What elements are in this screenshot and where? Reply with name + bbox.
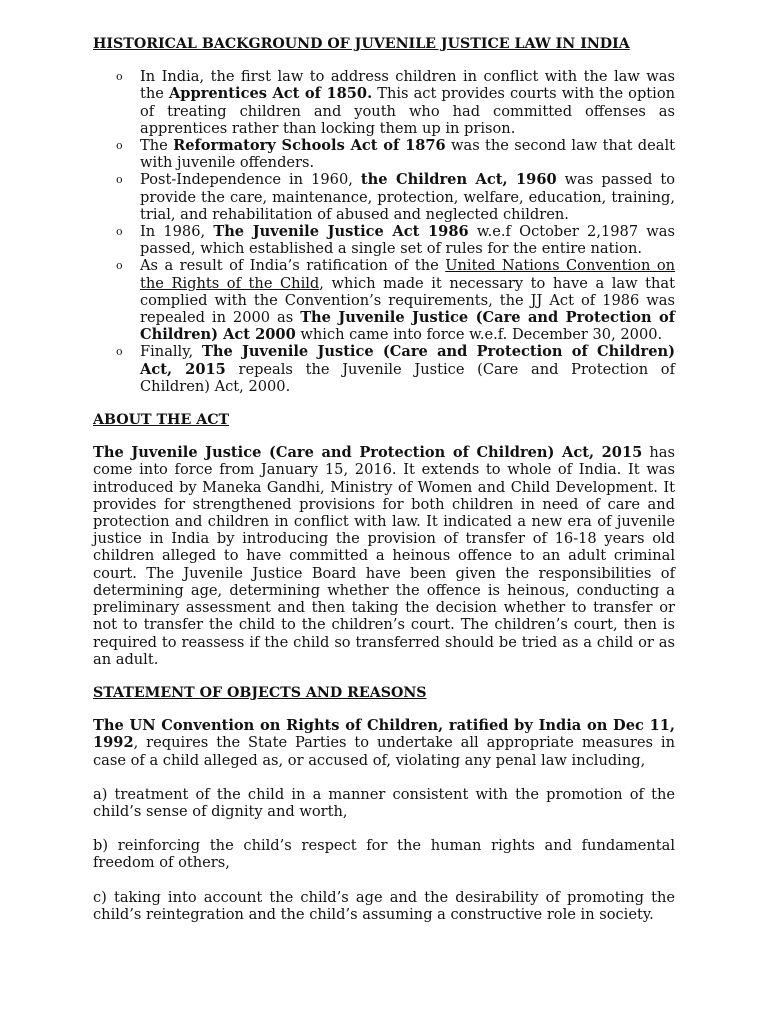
item-text: The bbox=[140, 137, 174, 155]
item-text: In 1986, bbox=[140, 223, 214, 241]
document-page bbox=[93, 36, 675, 923]
list-item bbox=[93, 223, 675, 257]
list-item bbox=[93, 171, 675, 223]
item-text: which came into force w.e.f. December 30, 2000. bbox=[295, 326, 663, 344]
item-text: w.e.f October 2,1987 was passed, which established a single set of rules for the entire nation. bbox=[140, 223, 675, 258]
paragraph-text: , requires the State Parties to undertake all appropriate measures in case of a child alleged as, or accused of, violating any penal law including, bbox=[93, 734, 675, 769]
item-text: was passed to provide the care, maintenance, protection, welfare, education, training, trial, and rehabilitation of abused and neglected children. bbox=[140, 171, 675, 223]
item-bold-text: the Children Act, 1960 bbox=[360, 171, 557, 189]
list-item bbox=[93, 257, 675, 343]
section-heading-historical-background: HISTORICAL BACKGROUND OF JUVENILE JUSTICE LAW IN INDIA bbox=[93, 36, 630, 52]
paragraph-bold-text: The UN Convention on Rights of Children, ratified by India on Dec 11, 1992 bbox=[93, 717, 675, 752]
item-bold-text: Reformatory Schools Act of 1876 bbox=[173, 137, 446, 155]
statement-point-c: c) taking into account the child’s age and the desirability of promoting the child’s reintegration and the child’s assuming a constructive role in society. bbox=[93, 888, 675, 923]
bullet-marker: o bbox=[116, 259, 123, 273]
historical-background-list bbox=[93, 68, 675, 395]
item-text: repeals the Juvenile Justice (Care and Protection of Children) Act, 2000. bbox=[140, 360, 675, 395]
paragraph-text: has come into force from January 15, 2016. It extends to whole of India. It was introduced by Maneka Gandhi, Ministry of Women and Child Development. It provides for strengthened provisions for both children in need of care and protection and children in conflict with law. It indicated a new era of juvenile justice in India by introducing the provision of transfer of 16-18 years old children alleged to have committed a heinous offence to an adult criminal court. The Juvenile Justice Board have been given the responsibilities of determining age, determining whether the offence is heinous, conducting a preliminary assessment and then taking the decision whether to transfer or not to transfer the child to the children’s court. The children’s court, then is required to reassess if the child so transferred should be tried as a child or as an adult. bbox=[93, 444, 675, 668]
bullet-marker: o bbox=[116, 173, 123, 187]
list-item bbox=[93, 137, 675, 171]
item-text: was the second law that dealt with juvenile offenders. bbox=[140, 137, 675, 172]
item-underlined-text: United Nations Convention on the Rights of the Child bbox=[140, 257, 676, 292]
item-text: As a result of India’s ratification of the bbox=[140, 257, 446, 275]
section-heading-statement-of-objects: STATEMENT OF OBJECTS AND REASONS bbox=[93, 684, 427, 701]
item-text: Post-Independence in 1960, bbox=[140, 171, 361, 189]
statement-point-b: b) reinforcing the child’s respect for the human rights and fundamental freedom of others, bbox=[93, 837, 675, 872]
paragraph-bold-text: The Juvenile Justice (Care and Protection of Children) Act, 2015 bbox=[93, 444, 643, 462]
item-bold-text: The Juvenile Justice Act 1986 bbox=[213, 223, 469, 241]
bullet-marker: o bbox=[116, 345, 123, 359]
list-item bbox=[93, 343, 675, 395]
section-heading-about-the-act: ABOUT THE ACT bbox=[93, 412, 230, 429]
bullet-marker: o bbox=[116, 70, 123, 84]
about-the-act-paragraph bbox=[93, 444, 675, 668]
item-bold-text: Apprentices Act of 1850. bbox=[168, 85, 373, 103]
item-bold-text: The Juvenile Justice (Care and Protection of Children) Act, 2015 bbox=[140, 343, 675, 378]
bullet-marker: o bbox=[116, 225, 123, 239]
item-text: , which made it necessary to have a law that complied with the Convention’s requirements, the JJ Act of 1986 was repealed in 2000 as bbox=[140, 274, 675, 327]
bullet-marker: o bbox=[116, 139, 123, 153]
item-text: This act provides courts with the option of treating children and youth who had committed offenses as apprentices rather than locking them up in prison. bbox=[140, 85, 676, 137]
list-item bbox=[93, 68, 675, 137]
item-bold-text: The Juvenile Justice (Care and Protection of Children) Act 2000 bbox=[140, 309, 675, 344]
item-text: In India, the first law to address children in conflict with the law was the bbox=[140, 68, 675, 103]
item-text: Finally, bbox=[140, 343, 202, 361]
statement-intro-paragraph bbox=[93, 717, 675, 769]
statement-point-a: a) treatment of the child in a manner consistent with the promotion of the child’s sense of dignity and worth, bbox=[93, 785, 675, 820]
